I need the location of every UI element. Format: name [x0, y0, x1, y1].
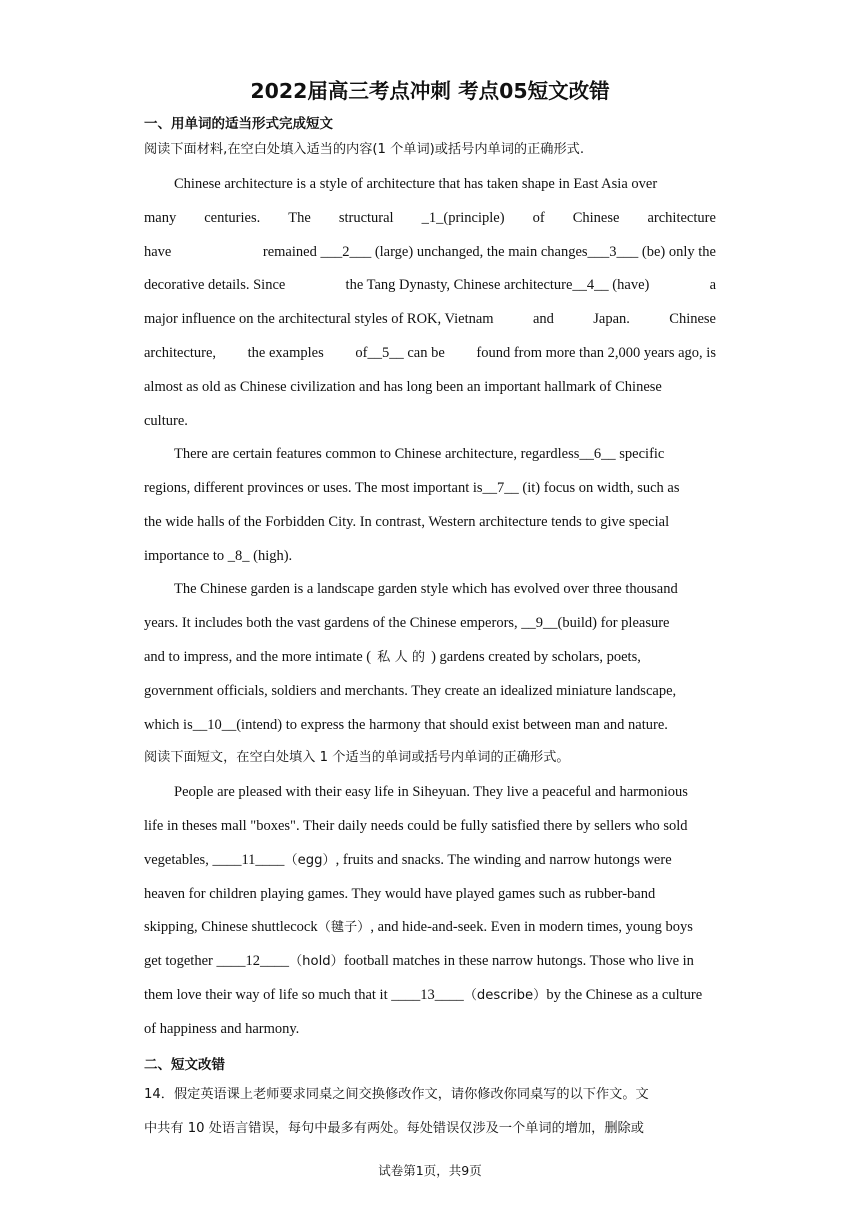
p4-line-3: vegetables, ____11____（egg）, fruits and snacks. The winding and narrow hutongs were [144, 852, 672, 868]
p4-line-6: get together ____12____（hold）football matches in these narrow hutongs. Those who live in [144, 953, 694, 969]
p3-line-1: The Chinese garden is a landscape garden style which has evolved over three thousand [174, 581, 678, 597]
section-heading-1: 一、用单词的适当形式完成短文 [144, 116, 333, 132]
instruction-2: 阅读下面短文，在空白处填入 1 个适当的单词或括号内单词的正确形式。 [144, 750, 570, 765]
p4-line-5: skipping, Chinese shuttlecock（毽子）, and hide-and-seek. Even in modern times, young boys [144, 919, 693, 935]
p4-line-8: of happiness and harmony. [144, 1021, 300, 1037]
p1-line-2: many centuries. The structural _1_(principle) of Chinese architecture [144, 210, 716, 226]
question-14-line-2: 中共有 10 处语言错误，每句中最多有两处。每处错误仅涉及一个单词的增加，删除或 [144, 1121, 644, 1136]
blank-12: ____12____ [216, 953, 289, 969]
blank-11: ____11____ [212, 852, 285, 868]
p2-line-4: importance to _8_ (high). [144, 548, 293, 564]
p4-line-4: heaven for children playing games. They would have played games such as rubber-band [144, 886, 656, 902]
p1-line-4: decorative details. Since the Tang Dynasty, Chinese architecture__4__ (have) a [144, 277, 716, 293]
page-title: 2022届高三考点冲刺 考点05短文改错 [250, 79, 610, 103]
p4-line-2: life in theses mall "boxes". Their daily needs could be fully satisfied there by sellers who sold [144, 818, 688, 834]
section-heading-2: 二、短文改错 [144, 1057, 225, 1073]
p1-line-5: major influence on the architectural styles of ROK, Vietnam and Japan. Chinese [144, 311, 716, 327]
p1-line-6: architecture, the examples of__5__ can be found from more than 2,000 years ago, is [144, 345, 716, 361]
page-footer: 试卷第1页，共9页 [378, 1163, 482, 1178]
p2-line-2: regions, different provinces or uses. The most important is__7__ (it) focus on width, such as [144, 480, 680, 496]
p3-line-3: and to impress, and the more intimate ( 私 人 的 ) gardens created by scholars, poets, [144, 649, 641, 665]
blank-13: ____13____ [391, 987, 464, 1003]
p2-line-3: the wide halls of the Forbidden City. In contrast, Western architecture tends to give special [144, 514, 670, 530]
p4-line-7: them love their way of life so much that it ____13____（describe）by the Chinese as a culture [144, 987, 703, 1003]
blank-1: _1_(principle) [421, 210, 505, 226]
p3-line-4: government officials, soldiers and merchants. They create an idealized miniature landscape, [144, 683, 677, 699]
p3-line-2: years. It includes both the vast gardens of the Chinese emperors, __9__(build) for pleasure [144, 615, 670, 631]
question-14-line-1: 14．假定英语课上老师要求同桌之间交换修改作文，请你修改你同桌写的以下作文。文 [144, 1087, 649, 1102]
p1-line-3: have remained ___2___ (large) unchanged, the main changes___3___ (be) only the [144, 244, 716, 260]
p3-line-5: which is__10__(intend) to express the harmony that should exist between man and nature. [144, 717, 668, 733]
p1-line-8: culture. [144, 413, 188, 429]
p1-line-7: almost as old as Chinese civilization and has long been an important hallmark of Chinese [144, 379, 662, 395]
p2-line-1: There are certain features common to Chinese architecture, regardless__6__ specific [174, 446, 665, 462]
p1-line-1: Chinese architecture is a style of architecture that has taken shape in East Asia over [174, 176, 658, 192]
instruction-1: 阅读下面材料,在空白处填入适当的内容(1 个单词)或括号内单词的正确形式. [144, 142, 585, 157]
p4-line-1: People are pleased with their easy life in Siheyuan. They live a peaceful and harmonious [174, 784, 688, 800]
